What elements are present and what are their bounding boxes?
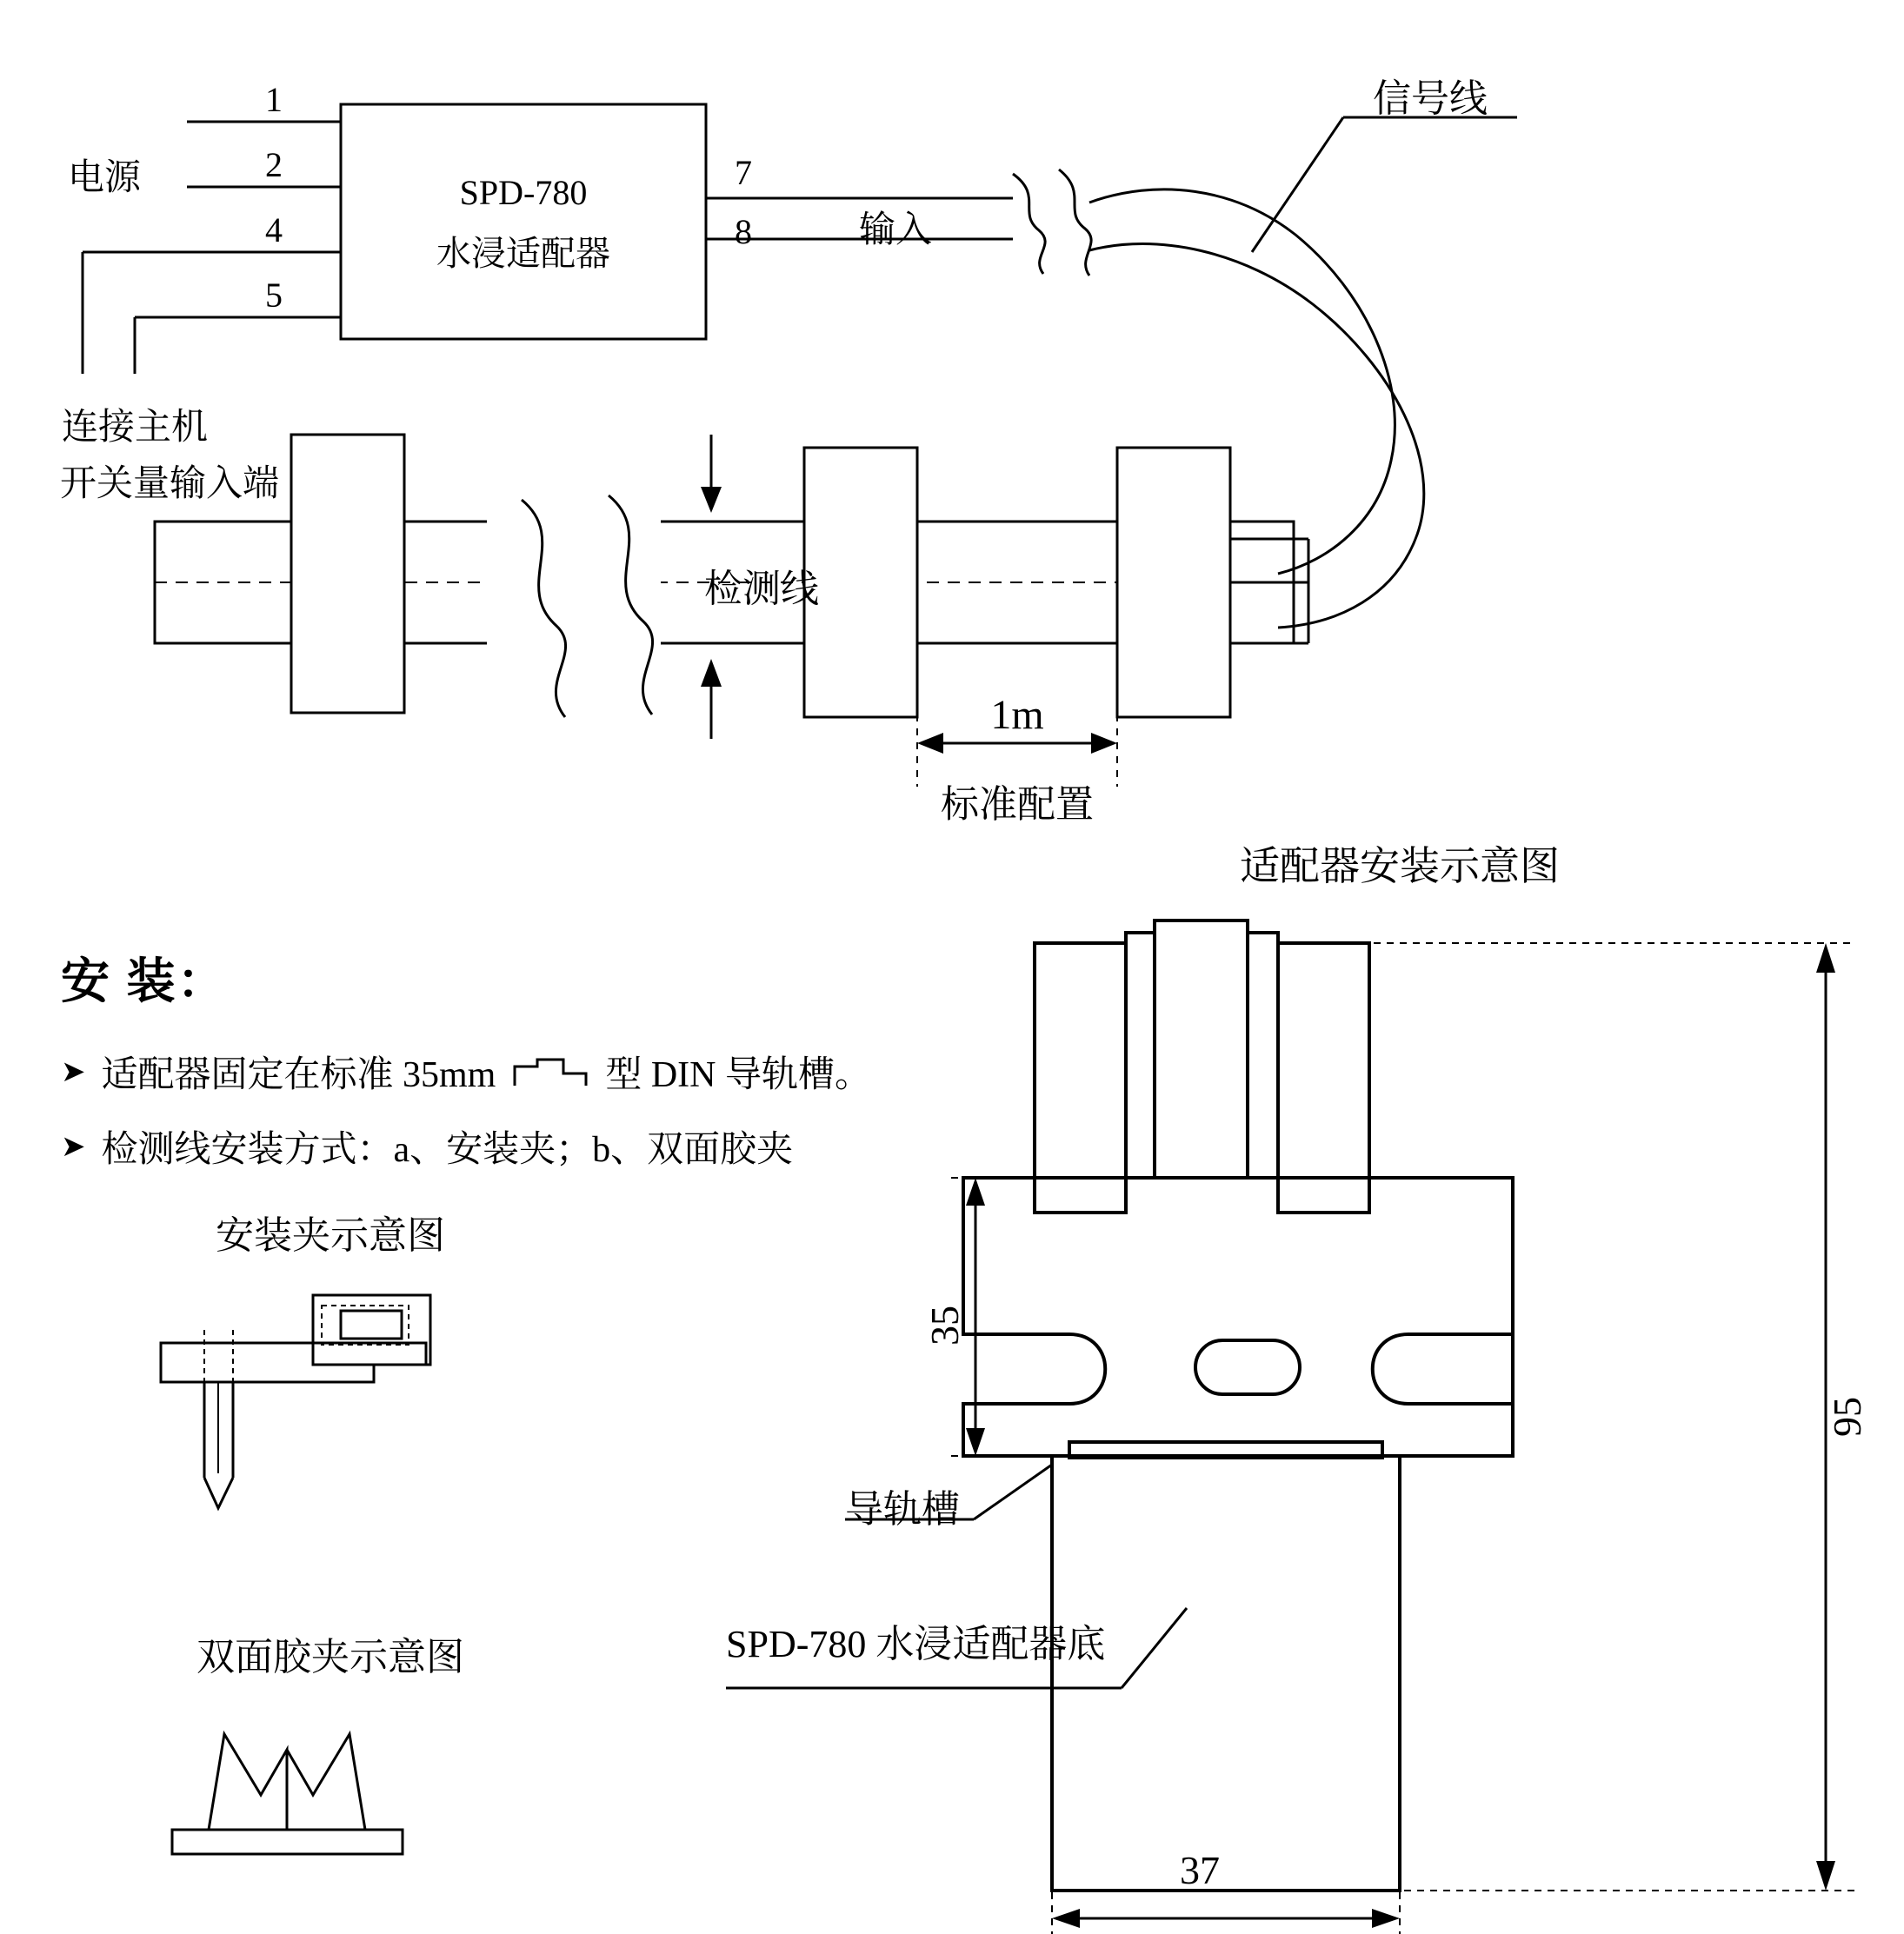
base-leader-line — [1122, 1608, 1187, 1688]
install-bullet-1-suffix: 型 DIN 导轨槽。 — [605, 1055, 871, 1095]
install-section — [61, 943, 982, 1173]
install-bullet-2-text: 检测线安装方式：a、安装夹；b、双面胶夹 — [101, 1130, 794, 1170]
terminal-label-1: 1 — [265, 80, 283, 119]
signal-line-label: 信号线 — [1373, 77, 1488, 120]
install-bullet-1-prefix: 适配器固定在标准 35mm — [101, 1055, 496, 1095]
mount-top-profile — [1035, 920, 1369, 943]
dim35-arrow-top — [966, 1178, 985, 1206]
terminal-label-4: 4 — [265, 210, 283, 249]
wiring-diagram — [0, 0, 1901, 834]
mounting-clip-diagram — [139, 1278, 504, 1591]
adapter-mount-caption: 适配器安装示意图 — [1240, 843, 1560, 888]
clip-head-window — [341, 1311, 402, 1339]
dim95-label: 95 — [1825, 1397, 1869, 1437]
rail-slot-leader-line — [974, 1465, 1052, 1519]
install-bullet-1 — [61, 1046, 982, 1098]
dim37-label: 37 — [1180, 1848, 1220, 1892]
cable-break-mask — [487, 513, 661, 652]
tape-clip-adhesive-base — [172, 1830, 403, 1854]
adapter-name-label: 水浸适配器 — [436, 235, 610, 273]
tape-clip-right-jaw — [287, 1734, 365, 1830]
terminal-label-5: 5 — [265, 276, 283, 315]
mount-main-body — [963, 1178, 1513, 1456]
signal-line-leader — [1252, 117, 1343, 252]
standard-config-label: 标准配置 — [941, 783, 1094, 826]
host-label-line1: 连接主机 — [61, 406, 209, 447]
tape-clip-diagram — [156, 1699, 487, 1917]
dim-1m-arrow-left — [917, 733, 943, 754]
install-bullet-2 — [61, 1120, 982, 1173]
break-squiggle-b — [1059, 169, 1091, 276]
adapter-box — [341, 104, 706, 339]
dim95-arrow-bottom — [1816, 1861, 1835, 1891]
terminal-label-2: 2 — [265, 145, 283, 184]
host-label-line2: 开关量输入端 — [59, 462, 280, 503]
tape-clip-left-jaw — [209, 1734, 287, 1830]
mount-center-post — [1155, 933, 1248, 1178]
dim37-arrow-left — [1052, 1909, 1080, 1928]
rail-slot-label: 导轨槽 — [845, 1488, 960, 1531]
clip-pin-tip — [204, 1478, 233, 1508]
detect-arrow-bottom-head — [701, 659, 722, 687]
bullet-arrow-icon-2: ➤ — [61, 1130, 86, 1163]
break-squiggle-a — [1013, 174, 1045, 274]
dim95-arrow-top — [1816, 943, 1835, 973]
clamp-block-2 — [804, 448, 917, 717]
detect-arrow-top-head — [701, 487, 722, 513]
base-label: SPD-780 水浸适配器底 — [726, 1623, 1106, 1665]
clip-caption: 安装夹示意图 — [216, 1214, 445, 1257]
bullet-arrow-icon: ➤ — [61, 1055, 86, 1088]
adapter-mount-diagram — [922, 917, 1904, 1934]
mount-center-slot — [1195, 1340, 1300, 1394]
dim35-arrow-bottom — [966, 1428, 985, 1456]
clip-body-outline — [161, 1343, 426, 1382]
dim-1m-label: 1m — [990, 692, 1044, 738]
input-label: 输入 — [858, 209, 933, 249]
din-rail-glyph-icon — [511, 1054, 589, 1089]
install-heading: 安 装： — [61, 954, 228, 1008]
clamp-block-1 — [291, 435, 404, 713]
clamp-block-3 — [1117, 448, 1230, 717]
dim-1m-arrow-right — [1091, 733, 1117, 754]
power-label: 电源 — [67, 156, 142, 197]
adapter-model-label: SPD-780 — [459, 173, 588, 212]
terminal-label-7: 7 — [735, 153, 752, 192]
mount-right-slot — [1373, 1334, 1513, 1404]
terminal-label-8: 8 — [735, 212, 752, 251]
mount-upper-right — [1278, 943, 1369, 1213]
tape-clip-caption: 双面胶夹示意图 — [196, 1636, 464, 1678]
detect-line-label: 检测线 — [704, 568, 819, 610]
dim37-arrow-right — [1372, 1909, 1400, 1928]
mount-upper-left — [1035, 943, 1126, 1213]
dim35-label: 35 — [922, 1306, 967, 1346]
